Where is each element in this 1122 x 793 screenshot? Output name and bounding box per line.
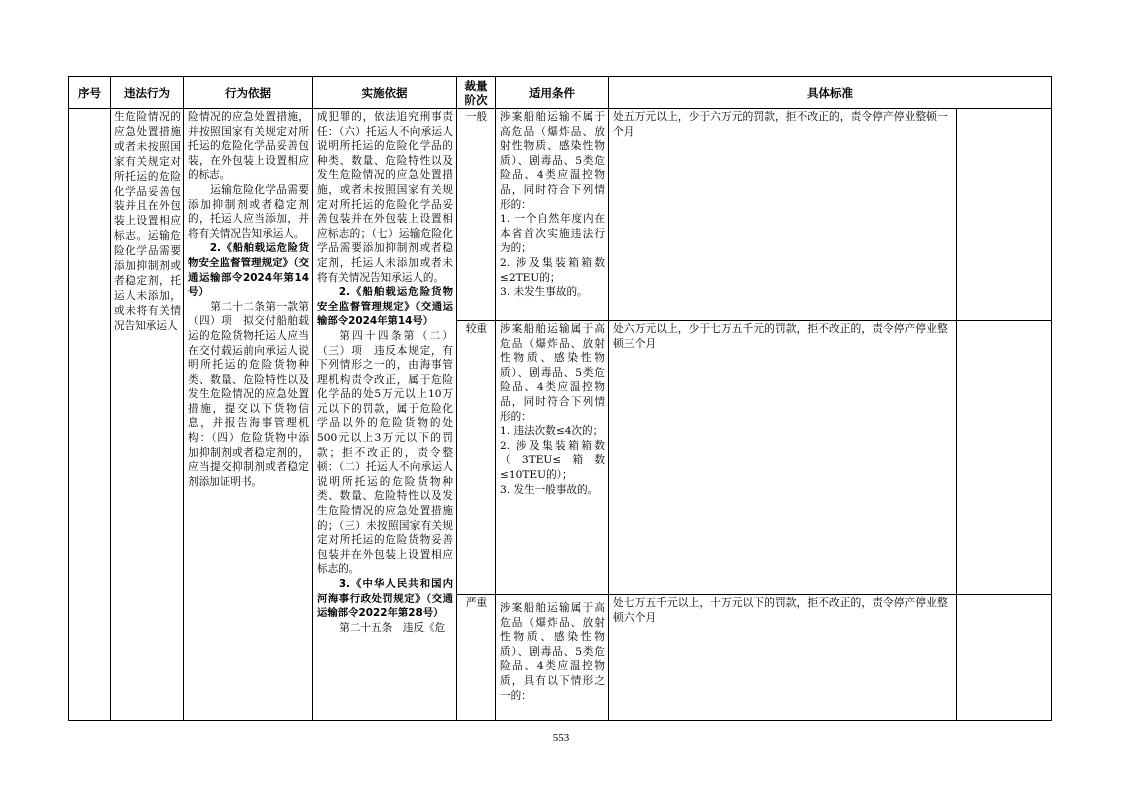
header-standard: 具体标准	[609, 77, 1052, 109]
header-basis: 行为依据	[184, 77, 313, 109]
header-condition: 适用条件	[496, 77, 609, 109]
blank-cell	[957, 321, 1052, 595]
condition-cell	[496, 321, 609, 595]
regulation-table	[68, 76, 1052, 721]
implementation-paragraph: 第二十五条 违反《危	[339, 621, 446, 634]
implementation-regulation-title: 2.《船舶载运危险货物安全监督管理规定》（交通运输部令2024年第14号）	[317, 286, 453, 328]
header-row	[69, 77, 1052, 109]
header-implementation: 实施依据	[313, 77, 457, 109]
basis-regulation-title: 2.《船舶载运危险货物安全监督管理规定》（交通运输部令2024年第14号）	[188, 242, 309, 299]
condition-text: 涉案船舶运输属于高危品（爆炸品、放射性物质、感染性物质）、剧毒品、5类危险品、4类应温控物质，具有以下情形之一的：	[500, 602, 605, 702]
implementation-paragraph: 第四十四条第（二）（三）项 违反本规定，有下列情形之一的，由海事管理机构责令改正，属于危险化学品的处5万元以上10万元以下的罚款，属于危险化学品以外的危险货物的处500元以上3万元以下的罚款；拒不改正的，责令整顿：（二）托运人不向承运人说明所托运的危险货物种类、数量、危险特性以及发生危险情况的应急处置措施的；（三）未按照国家有关规定对所托运的危险货物妥善包装并在外包装上设置相应标志的。	[317, 329, 453, 576]
basis-paragraph: 第二十二条第一款第（四）项 拟交付船舶载运的危险货物托运人应当在交付载运前向承运人说明所托运的危险货物种类、数量、危险特性以及发生危险情况的应急处置措施，提交以下货物信息，并报告海事管理机构：（四）危险货物中添加抑制剂或者稳定剂的，应当提交抑制剂或者稳定剂添加证明书。	[188, 300, 309, 488]
implementation-paragraph: 成犯罪的，依法追究刑事责任：（六）托运人不向承运人说明所托运的危险化学品的种类、数量、危险特性以及发生危险情况的应急处置措施，或者未按照国家有关规定对所托运的危险化学品妥善包装并在外包装上设置相应标志的；（七）运输危险化学品需要添加抑制剂或者稳定剂，托运人未添加或者未将有关情况告知承运人的。	[317, 111, 453, 284]
standard-cell	[609, 321, 957, 595]
level-label: 一般	[465, 111, 488, 123]
level-label: 严重	[465, 597, 488, 609]
basis-cell	[184, 109, 313, 721]
level-cell	[457, 109, 496, 321]
violation-text: 生危险情况的应急处置措施或者未按照国家有关规定对所托运的危险化学品妥善包装并且在外包装上设置相应标志。运输危险化学品需要添加抑制剂或者稳定剂，托运人未添加，或未将有关情况告知承运人	[114, 111, 181, 332]
table-row	[69, 109, 1052, 321]
blank-cell	[957, 109, 1052, 321]
level-label: 较重	[465, 323, 488, 335]
basis-paragraph: 运输危险化学品需要添加抑制剂或者稳定剂的，托运人应当添加，并将有关情况告知承运人。	[188, 183, 309, 240]
page-number: 553	[552, 732, 570, 744]
implementation-cell	[313, 109, 457, 721]
implementation-regulation-title: 3.《中华人民共和国内河海事行政处罚规定》（交通运输部令2022年第28号）	[317, 578, 453, 620]
violation-cell	[111, 109, 184, 721]
level-cell	[457, 595, 496, 721]
condition-cell	[496, 109, 609, 321]
header-level: 裁量阶次	[457, 77, 496, 109]
level-cell	[457, 321, 496, 595]
standard-text: 处六万元以上，少于七万五千元的罚款，拒不改正的，责令停产停业整顿三个月	[613, 322, 948, 350]
standard-text: 处七万五千元以上，十万元以下的罚款，拒不改正的，责令停产停业整顿六个月	[613, 596, 948, 624]
condition-text: 涉案船舶运输不属于高危品（爆炸品、放射性物质、感染性物质）、剧毒品、5类危险品、4类应温控物品，同时符合下列情形的： 1. 一个自然年度内在本省首次实施违法行为的； 2. 涉及集装箱箱数≤2TEU的； 3. 未发生事故的。	[500, 111, 605, 299]
basis-text	[184, 109, 312, 489]
standard-cell	[609, 109, 957, 321]
header-violation: 违法行为	[111, 77, 184, 109]
basis-paragraph: 险情况的应急处置措施，并按照国家有关规定对所托运的危险化学品妥善包装，在外包装上设置相应的标志。	[188, 111, 309, 182]
condition-cell	[496, 595, 609, 721]
blank-cell	[957, 595, 1052, 721]
header-seq: 序号	[69, 77, 111, 109]
standard-text: 处五万元以上，少于六万元的罚款，拒不改正的，责令停产停业整顿一个月	[613, 110, 948, 138]
seq-cell	[69, 109, 111, 721]
condition-text: 涉案船舶运输属于高危品（爆炸品、放射性物质、感染性物质）、剧毒品、5类危险品、4类应温控物品，同时符合下列情形的： 1. 违法次数≤4次的； 2. 涉及集装箱箱数（3TEU≤箱数≤10TEU的）； 3. 发生一般事故的。	[500, 323, 605, 496]
implementation-text	[313, 109, 456, 635]
standard-cell	[609, 595, 957, 721]
